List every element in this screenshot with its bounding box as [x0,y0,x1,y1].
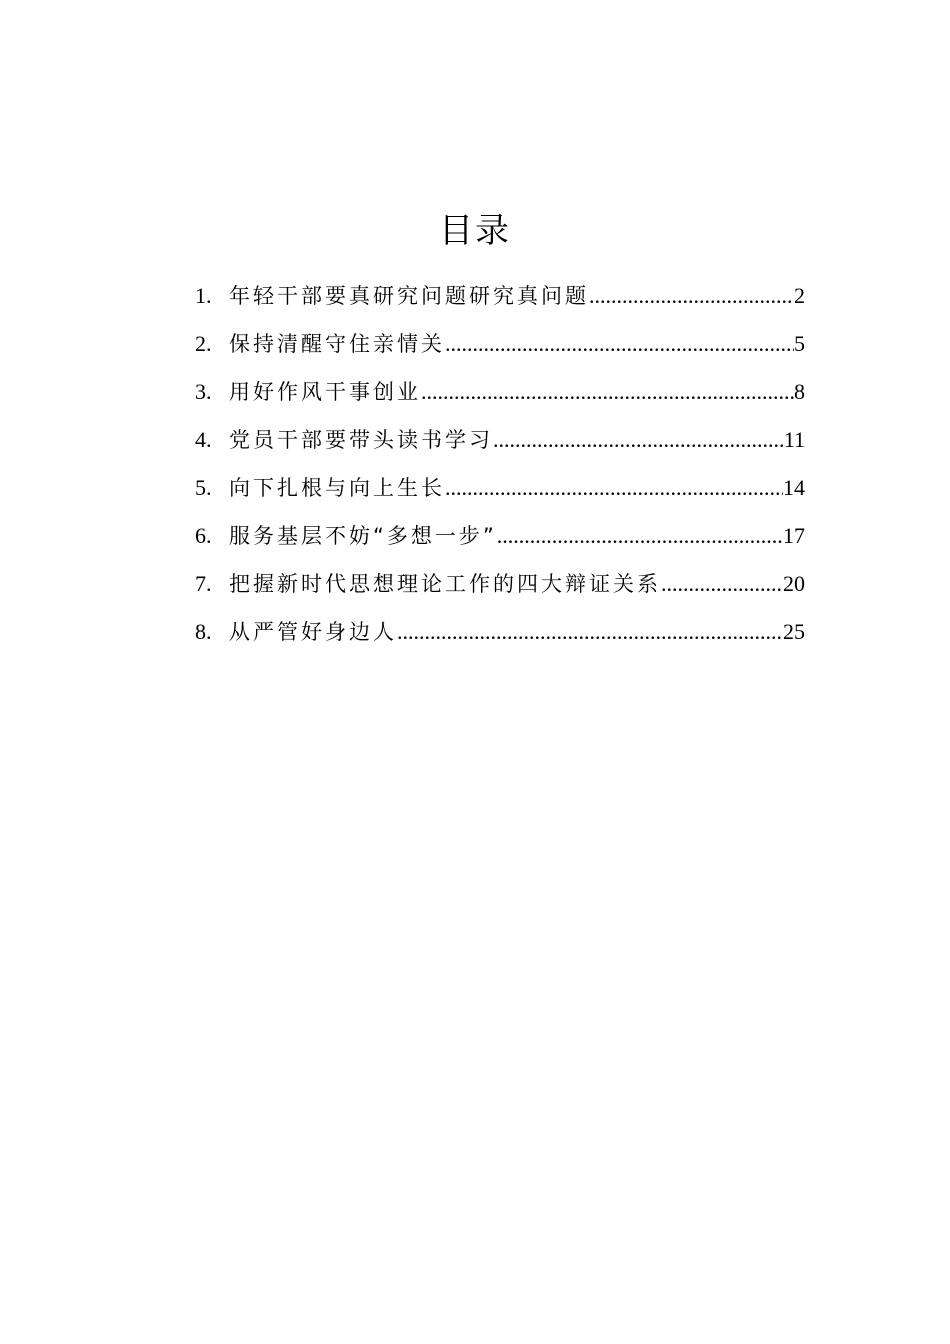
toc-dot-leader [445,320,794,368]
toc-entry-number: 5. [195,475,212,500]
toc-entry-title: 服务基层不妨“多想一步” [229,524,497,548]
toc-entry-title: 党员干部要带头读书学习 [229,428,493,452]
toc-entry[interactable] [195,368,805,416]
toc-dot-leader [445,464,783,512]
toc-entry[interactable] [195,512,805,560]
toc-entry-page: 11 [783,427,805,452]
toc-dot-leader [421,368,794,416]
toc-dot-leader [497,512,783,560]
toc-entry-page: 20 [783,571,805,596]
toc-entry-page: 14 [783,475,805,500]
toc-entry-title: 向下扎根与向上生长 [229,476,445,500]
toc-entry-number: 2. [195,331,212,356]
toc-entry-title: 用好作风干事创业 [229,380,421,404]
toc-entry[interactable] [195,560,805,608]
toc-dot-leader [397,608,783,656]
toc-entry[interactable] [195,272,805,320]
toc-entry-number: 7. [195,571,212,596]
toc-entry-number: 4. [195,427,212,452]
toc-entry[interactable] [195,464,805,512]
toc-dot-leader [661,560,783,608]
toc-entry-page: 25 [783,619,805,644]
toc-entry-title: 把握新时代思想理论工作的四大辩证关系 [229,572,661,596]
toc-entry[interactable] [195,320,805,368]
toc-entry-title: 年轻干部要真研究问题研究真问题 [229,284,589,308]
toc-entry-title: 保持清醒守住亲情关 [229,332,445,356]
toc-entry-page: 5 [794,331,805,356]
toc-entry-number: 6. [195,523,212,548]
toc-entry-title: 从严管好身边人 [229,620,397,644]
toc-entry-page: 2 [794,283,805,308]
toc-entry-page: 8 [794,379,805,404]
toc-dot-leader [493,416,784,464]
toc-entry[interactable] [195,608,805,656]
toc-title: 目录 [439,213,511,250]
toc-dot-leader [589,272,794,320]
toc-entry-number: 8. [195,619,212,644]
toc-entry[interactable] [195,416,805,464]
toc-entry-page: 17 [783,523,805,548]
toc-entry-number: 3. [195,379,212,404]
table-of-contents [195,272,805,656]
toc-entry-number: 1. [195,283,212,308]
